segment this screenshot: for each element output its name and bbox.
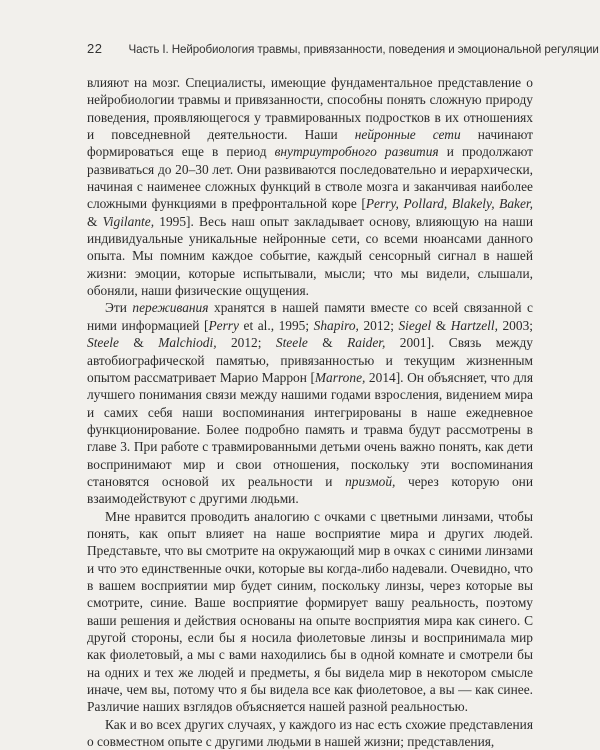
- text-run: Мне нравится проводить аналогию с очками с цветными линзами, чтобы понять, как опыт влияет на наше восприятие мира и других людей. Представьте, что вы смотрите на окружающий мир в очках с синими линзами и что это единственные очки, которые вы когда-либо надевали. Очевидно, что в вашем восприятии мир будет синим, поскольку линзы, через которые вы смотрите, синие. Ваше восприятие формирует вашу реальность, поэтому ваши решения и действия основаны на опыте восприятия мира как синего. С другой стороны, если бы я носила фиолетовые линзы и воспринимала мир как фиолетовый, а мы с вами находились бы в одной комнате и смотрели бы на одних и тех же людей и предметы, я бы видела мир в некотором смысле иначе, чем вы, потому что я бы видела все как фиолетовое, а вы — как синее. Различие наших взглядов объясняется нашей разной реальностью.: [87, 508, 533, 715]
- text-run: хранятся в нашей памяти вместе со всей связанной с ними информацией [: [87, 300, 533, 333]
- italic-text-run: Hartzell,: [450, 317, 498, 333]
- text-run: &: [118, 335, 159, 351]
- text-run: Как и во всех других случаях, у каждого из нас есть схожие представления о совместном опыте с другими людьми в нашей жизни; представления,: [87, 716, 533, 750]
- italic-text-run: нейронные сети: [354, 127, 461, 143]
- paragraph-1: [87, 74, 533, 299]
- italic-text-run: Perry: [208, 317, 239, 333]
- text-run: через которую они взаимодействуют с другими людьми.: [87, 473, 533, 507]
- text-run: 2003;: [497, 317, 533, 333]
- text-run: et al., 1995;: [238, 317, 314, 333]
- text-run: и продолжают развиваться до 20–30 лет. Они развиваются последовательно и иерархически, начиная с наименее сложных функций в стволе мозга и заканчивая наиболее сложными функциями в префронтальной коре [: [87, 144, 533, 212]
- italic-text-run: Vigilante,: [102, 213, 155, 229]
- italic-text-run: переживания: [132, 300, 209, 316]
- italic-text-run: Steele: [275, 335, 308, 351]
- italic-text-run: Siegel: [398, 317, 432, 333]
- italic-text-run: внутриутробного развития: [274, 144, 439, 160]
- running-title: Часть I. Нейробиология травмы, привязанности, поведения и эмоциональной регуляции: [128, 43, 599, 56]
- text-run: начинают формироваться еще в период: [87, 127, 534, 160]
- text-run: 2012;: [358, 317, 399, 333]
- italic-text-run: Perry, Pollard, Blakely, Baker,: [365, 196, 533, 212]
- text-run: Эти: [105, 300, 133, 316]
- text-run: 2012;: [216, 335, 276, 351]
- page-number: 22: [87, 41, 103, 56]
- text-run: влияют на мозг. Специалисты, имеющие фундаментальное представление о нейробиологии травмы и привязанности, способны понять сложную природу поведения, проявляющегося у травмированных подростков в их отношениях и повседневной деятельности. Наши: [87, 75, 533, 143]
- text-run: 1995]. Весь наш опыт закладывает основу, влияющую на наши индивидуальные уникальные нейронные сети, со всеми нюансами данного опыта. Мы помним каждое событие, каждый сенсорный сигнал в нашей жизни: эмоции, которые испытывали, мысли; что мы видели, слышали, обоняли, наши физические ощущения.: [87, 213, 534, 299]
- italic-text-run: Malchiodi,: [158, 335, 217, 351]
- text-run: &: [307, 335, 348, 351]
- italic-text-run: Marrone,: [314, 369, 366, 385]
- italic-text-run: призмой,: [345, 473, 396, 489]
- italic-text-run: Steele: [87, 335, 119, 351]
- italic-text-run: Raider,: [347, 335, 386, 351]
- text-run: 2001]. Связь между автобиографической памятью, привязанностью и текущим жизненным опытом рассматривает Марио Маррон [: [87, 335, 533, 385]
- paragraph-2: [87, 299, 533, 507]
- paragraph-3: [87, 508, 533, 716]
- text-run: 2014]. Он объясняет, что для лучшего понимания связи между нашими годами взросления, видением мира и самих себя наши воспоминания интегрированы в наше ежедневное функционирование. Более подробно память и травма будут рассмотрены в главе 3. При работе с травмированными детьми очень важно понять, как дети воспринимают мир и свои отношения, поскольку эти воспоминания становятся основой их реальности и: [87, 369, 533, 489]
- text-run: &: [431, 317, 451, 333]
- page-header: [87, 41, 599, 56]
- text-run: &: [87, 213, 103, 229]
- paragraph-4: [87, 716, 533, 750]
- italic-text-run: Shapiro,: [313, 317, 359, 333]
- body-text: [87, 74, 533, 750]
